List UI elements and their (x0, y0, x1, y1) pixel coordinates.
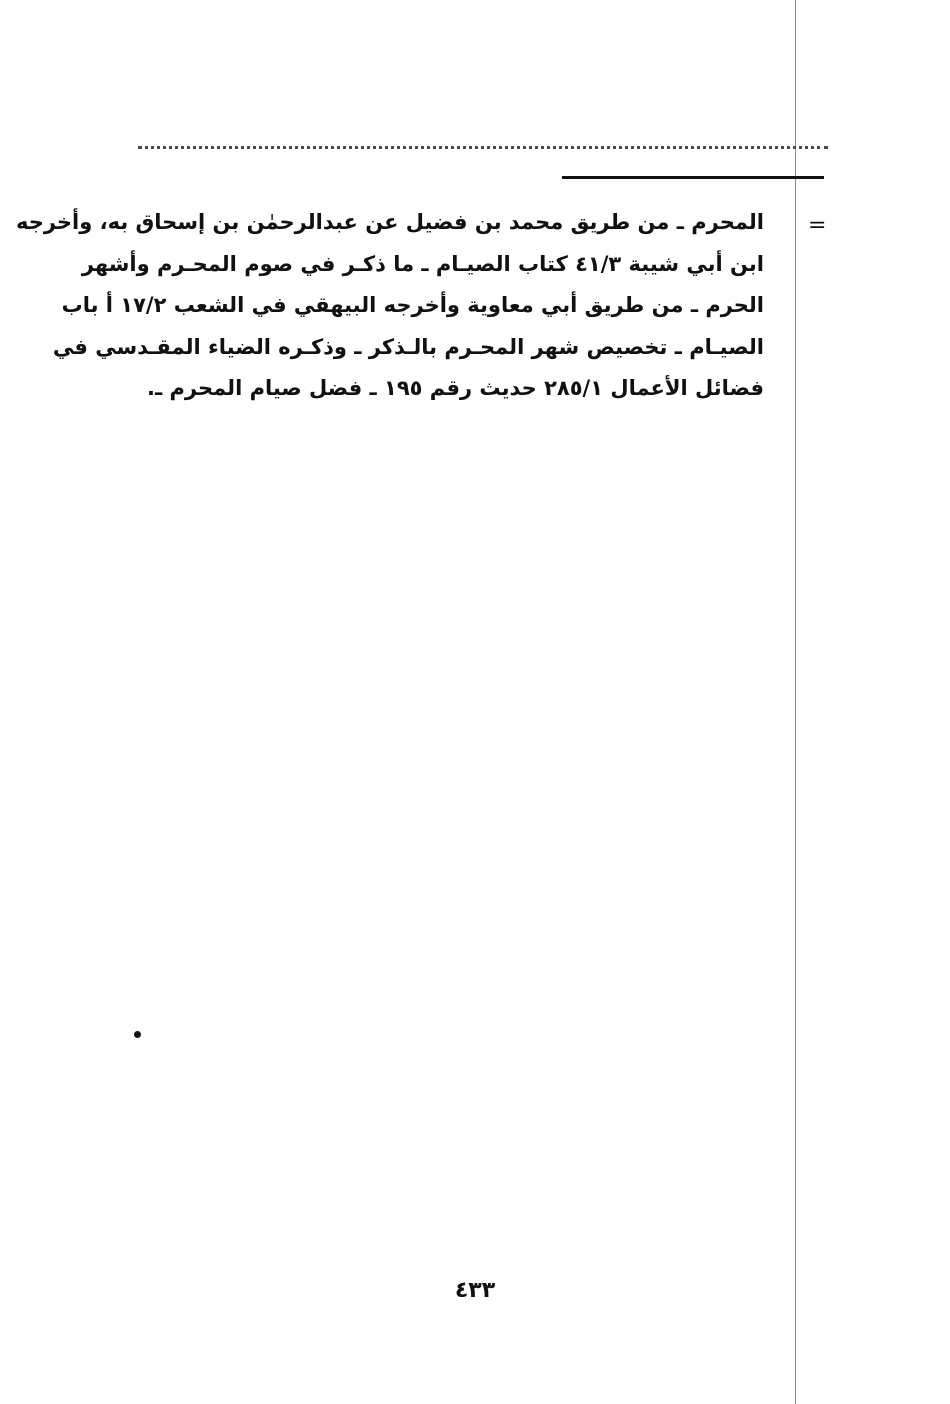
footnote-text (15, 202, 764, 410)
print-speck-dot (134, 1031, 141, 1038)
footnote-separator-rule (562, 176, 824, 179)
page-number: ٤٣٣ (454, 1278, 496, 1303)
footnote-line: ابن أبي شيبة ٤١/٣ كتاب الصيـام ـ ما ذكـر في صوم المحـرم وأشهر (81, 251, 764, 276)
binding-edge-line (795, 0, 796, 1404)
footnote-line: المحرم ـ من طريق محمد بن فضيل عن عبدالرحمٰن بن إسحاق به، وأخرجه (15, 210, 764, 234)
footnote-continuation-mark: = (808, 213, 827, 238)
footnote-line: الصيـام ـ تخصيص شهر المحـرم بالـذكر ـ وذكـره الضياء المقـدسي في (52, 334, 764, 359)
footnote-line: فضائل الأعمال ٢٨٥/١ حديث رقم ١٩٥ ـ فضل صيام المحرم ـ. (147, 376, 764, 400)
dotted-separator-rule (138, 146, 828, 149)
footnote-line: الحرم ـ من طريق أبي معاوية وأخرجه البيهقي في الشعب ١٧/٢ أ باب (61, 293, 764, 317)
